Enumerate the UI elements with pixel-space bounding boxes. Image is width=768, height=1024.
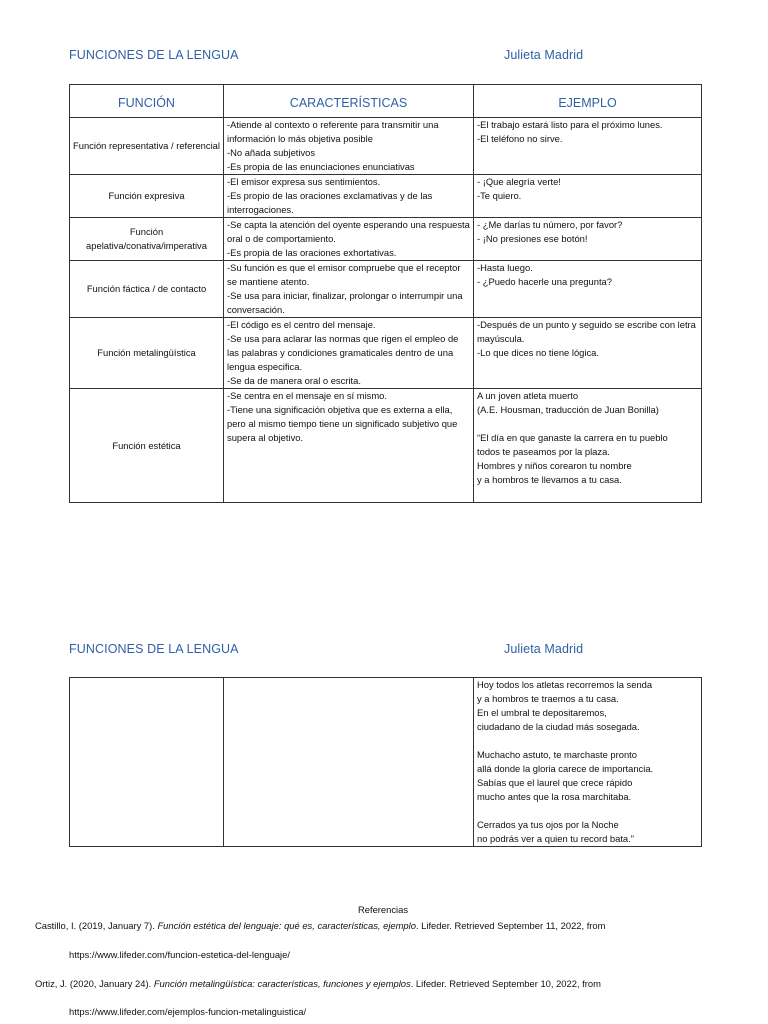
poem-line: Muchacho astuto, te marchaste pronto bbox=[477, 749, 637, 760]
caracteristicas-line: -Es propia de las enunciaciones enunciativas bbox=[227, 161, 415, 172]
ejemplo-cell bbox=[474, 318, 702, 389]
funcion-cell: Función representativa / referencial bbox=[70, 118, 224, 175]
ejemplo-cell bbox=[474, 261, 702, 318]
caracteristicas-line: -El código es el centro del mensaje. bbox=[227, 319, 376, 330]
poem-line: no podrás ver a quien tu record bata.” bbox=[477, 833, 634, 844]
table-row bbox=[70, 118, 702, 175]
ejemplo-line: - ¡Que alegría verte! bbox=[477, 176, 561, 187]
poem-line: allá donde la gloria carece de importancia. bbox=[477, 763, 654, 774]
funcion-cell: Función expresiva bbox=[70, 175, 224, 218]
caracteristicas-cell bbox=[224, 261, 474, 318]
caracteristicas-cell bbox=[224, 175, 474, 218]
reference-url[interactable]: https://www.lifeder.com/ejemplos-funcion-metalinguistica/ bbox=[69, 1006, 307, 1017]
reference-publisher: . Lifeder. Retrieved September 10, 2022, from bbox=[410, 978, 601, 989]
page-header-title: FUNCIONES DE LA LENGUA bbox=[69, 48, 239, 62]
ejemplo-line: Hombres y niños corearon tu nombre bbox=[477, 460, 632, 471]
caracteristicas-line: -No añada subjetivos bbox=[227, 147, 316, 158]
ejemplo-line: -El teléfono no sirve. bbox=[477, 133, 563, 144]
references-section bbox=[0, 904, 768, 915]
ejemplo-line: “El día en que ganaste la carrera en tu pueblo bbox=[477, 432, 668, 443]
ejemplo-cell bbox=[474, 678, 702, 847]
reference-work-title: Función metalingüística: características, funciones y ejemplos bbox=[153, 978, 411, 989]
reference-entry bbox=[35, 920, 605, 931]
table-row bbox=[70, 389, 702, 503]
caracteristicas-line: -El emisor expresa sus sentimientos. bbox=[227, 176, 381, 187]
poem-line: mucho antes que la rosa marchitaba. bbox=[477, 791, 632, 802]
reference-publisher: . Lifeder. Retrieved September 11, 2022, from bbox=[415, 920, 606, 931]
poem-line: y a hombros te traemos a tu casa. bbox=[477, 693, 619, 704]
ejemplo-line: -Después de un punto y seguido se escribe con letra mayúscula. bbox=[477, 319, 699, 344]
poem-line: Hoy todos los atletas recorremos la senda bbox=[477, 679, 653, 690]
column-header-ejemplo: EJEMPLO bbox=[474, 85, 702, 118]
caracteristicas-cell bbox=[224, 118, 474, 175]
caracteristicas-line: -Se capta la atención del oyente esperando una respuesta oral o de comportamiento. bbox=[227, 219, 473, 244]
references-title: Referencias bbox=[357, 904, 409, 915]
page-header-author: Julieta Madrid bbox=[504, 642, 584, 656]
ejemplo-line: -Hasta luego. bbox=[477, 262, 533, 273]
page-header-title: FUNCIONES DE LA LENGUA bbox=[69, 642, 239, 656]
ejemplo-line: -Te quiero. bbox=[477, 190, 522, 201]
ejemplo-line: - ¿Puedo hacerle una pregunta? bbox=[477, 276, 612, 287]
caracteristicas-cell bbox=[224, 318, 474, 389]
poem-line: En el umbral te depositaremos, bbox=[477, 707, 607, 718]
table-row bbox=[70, 318, 702, 389]
caracteristicas-line: -Es propia de las oraciones exhortativas. bbox=[227, 247, 397, 258]
ejemplo-cell bbox=[474, 218, 702, 261]
ejemplo-line: - ¡No presiones ese botón! bbox=[477, 233, 588, 244]
caracteristicas-line: -Se usa para iniciar, finalizar, prolongar o interrumpir una conversación. bbox=[227, 290, 466, 315]
caracteristicas-line: -Su función es que el emisor compruebe que el receptor se mantiene atento. bbox=[227, 262, 464, 287]
poem-line bbox=[477, 804, 698, 818]
caracteristicas-cell bbox=[224, 218, 474, 261]
funcion-cell: Función estética bbox=[70, 389, 224, 503]
ejemplo-line: - ¿Me darías tu número, por favor? bbox=[477, 219, 623, 230]
caracteristicas-line: -Se da de manera oral o escrita. bbox=[227, 375, 361, 386]
funcion-cell: Función fáctica / de contacto bbox=[70, 261, 224, 318]
functions-table bbox=[69, 84, 702, 503]
caracteristicas-line: -Tiene una significación objetiva que es externa a ella, pero al mismo tiempo tiene un significado subjetivo que supera al objetivo. bbox=[227, 404, 460, 443]
poem-line bbox=[477, 734, 698, 748]
ejemplo-line: -Lo que dices no tiene lógica. bbox=[477, 347, 599, 358]
caracteristicas-cell bbox=[224, 678, 474, 847]
caracteristicas-line: -Se usa para aclarar las normas que rigen el empleo de las palabras y condiciones gramaticales dentro de una lengua especifica. bbox=[227, 333, 461, 372]
table-row bbox=[70, 218, 702, 261]
table-row bbox=[70, 678, 702, 847]
reference-work-title: Función estética del lenguaje: qué es, características, ejemplo bbox=[157, 920, 416, 931]
column-header-caracteristicas: CARACTERÍSTICAS bbox=[224, 85, 474, 118]
poem-line: Sabías que el laurel que crece rápido bbox=[477, 777, 633, 788]
reference-url[interactable]: https://www.lifeder.com/funcion-estetica-del-lenguaje/ bbox=[69, 949, 290, 960]
reference-entry bbox=[35, 978, 601, 989]
page-header-author: Julieta Madrid bbox=[504, 48, 584, 62]
caracteristicas-line: -Es propio de las oraciones exclamativas y de las interrogaciones. bbox=[227, 190, 435, 215]
funcion-cell: Función metalingüística bbox=[70, 318, 224, 389]
ejemplo-line bbox=[477, 417, 698, 431]
reference-author: Castillo, I. (2019, January 7). bbox=[35, 920, 158, 931]
column-header-funcion: FUNCIÓN bbox=[70, 85, 224, 118]
funcion-cell: Función apelativa/conativa/imperativa bbox=[70, 218, 224, 261]
functions-table-continued bbox=[69, 677, 702, 847]
ejemplo-line: y a hombros te llevamos a tu casa. bbox=[477, 474, 622, 485]
poem-line: Cerrados ya tus ojos por la Noche bbox=[477, 819, 619, 830]
ejemplo-line: A un joven atleta muerto bbox=[477, 390, 579, 401]
funcion-cell bbox=[70, 678, 224, 847]
ejemplo-cell bbox=[474, 175, 702, 218]
table-header-row bbox=[70, 85, 702, 118]
caracteristicas-cell bbox=[224, 389, 474, 503]
ejemplo-line: -El trabajo estará listo para el próximo lunes. bbox=[477, 119, 663, 130]
poem-line: ciudadano de la ciudad más sosegada. bbox=[477, 721, 640, 732]
ejemplo-line: todos te paseamos por la plaza. bbox=[477, 446, 610, 457]
caracteristicas-line: -Se centra en el mensaje en sí mismo. bbox=[227, 390, 387, 401]
table-row bbox=[70, 175, 702, 218]
ejemplo-line: (A.E. Housman, traducción de Juan Bonilla) bbox=[477, 404, 659, 415]
ejemplo-cell bbox=[474, 389, 702, 503]
caracteristicas-line: -Atiende al contexto o referente para transmitir una información lo más objetiva posible bbox=[227, 119, 442, 144]
ejemplo-cell bbox=[474, 118, 702, 175]
reference-author: Ortiz, J. (2020, January 24). bbox=[35, 978, 154, 989]
table-row bbox=[70, 261, 702, 318]
